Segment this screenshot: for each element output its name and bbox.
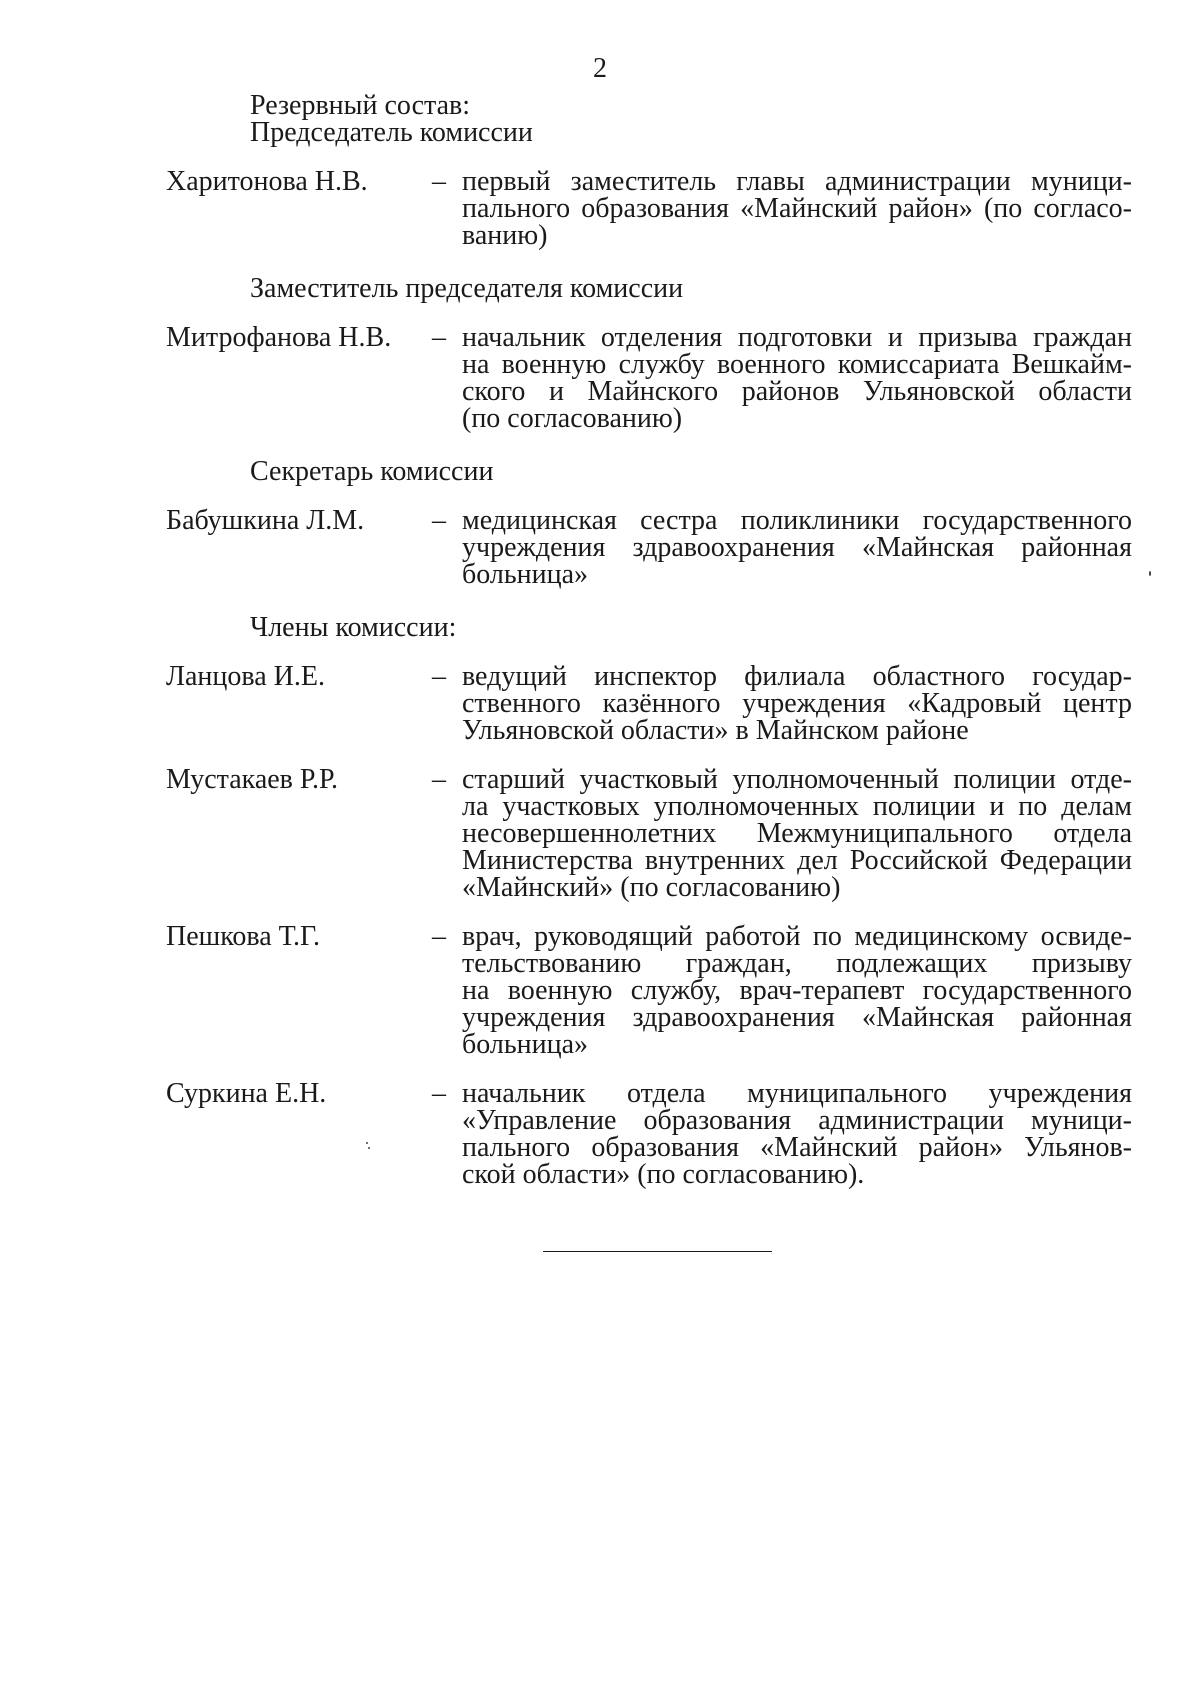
member-name: Мустакаев Р.Р. — [166, 764, 339, 795]
member-dash: – — [432, 764, 446, 795]
member-name: Ланцова И.Е. — [166, 661, 325, 692]
reserve-heading: Резервный состав: — [250, 90, 471, 121]
description-line: больница» — [462, 1029, 588, 1060]
member-dash: – — [432, 921, 446, 952]
member-description — [462, 1080, 1132, 1188]
section-title: Председатель комиссии — [250, 117, 533, 148]
member-dash: – — [432, 505, 446, 536]
section-title: Секретарь комиссии — [250, 456, 494, 487]
description-line: ведущий инспектор филиала областного государ- — [462, 661, 1132, 692]
description-line: пального образования «Майнский район» Ульянов- — [462, 1132, 1132, 1163]
description-line: учреждения здравоохранения «Майнская районная — [462, 532, 1132, 563]
member-entry — [166, 168, 1132, 249]
member-name: Пешкова Т.Г. — [166, 921, 320, 952]
member-name: Бабушкина Л.М. — [166, 505, 365, 536]
description-line: тельствованию граждан, подлежащих призыву — [462, 948, 1132, 979]
end-rule — [543, 1251, 772, 1252]
description-line: «Майнский» (по согласованию) — [462, 872, 841, 903]
description-line: (по согласованию) — [462, 403, 683, 434]
member-dash: – — [432, 661, 446, 692]
description-line: больница» — [462, 559, 588, 590]
description-line: Министерства внутренних дел Российской Федерации — [462, 845, 1132, 876]
document-body — [166, 92, 1132, 1188]
description-line: медицинская сестра поликлиники государственного — [462, 505, 1132, 536]
scan-speck — [366, 1142, 368, 1144]
description-line: на военную службу, врач-терапевт государственного — [462, 975, 1132, 1006]
member-dash: – — [432, 1078, 446, 1109]
member-description — [462, 663, 1132, 744]
member-entry — [166, 923, 1132, 1058]
description-line: несовершеннолетних Межмуниципального отдела — [462, 818, 1132, 849]
member-description — [462, 507, 1132, 588]
description-line: ла участковых уполномоченных полиции и по делам — [462, 791, 1132, 822]
member-entry — [166, 507, 1132, 588]
commission-sections — [166, 119, 1132, 1188]
description-line: пального образования «Майнский район» (по согласо- — [462, 193, 1132, 224]
scan-speck — [1149, 571, 1151, 576]
member-name: Суркина Е.Н. — [166, 1078, 327, 1109]
description-line: врач, руководящий работой по медицинскому освиде- — [462, 921, 1132, 952]
description-line: старший участковый уполномоченный полиции отде- — [462, 764, 1132, 795]
description-line: ванию) — [462, 220, 548, 251]
scan-speck — [368, 1147, 370, 1149]
description-line: ского и Майнского районов Ульяновской области — [462, 376, 1132, 407]
description-line: учреждения здравоохранения «Майнская районная — [462, 1002, 1132, 1033]
description-line: ской области» (по согласованию). — [462, 1159, 865, 1190]
description-line: Ульяновской области» в Майнском районе — [462, 715, 969, 746]
member-dash: – — [432, 166, 446, 197]
member-description — [462, 168, 1132, 249]
member-name: Митрофанова Н.В. — [166, 322, 392, 353]
section-title: Члены комиссии: — [250, 612, 457, 643]
page-number: 2 — [593, 53, 607, 84]
member-description — [462, 923, 1132, 1058]
member-name: Харитонова Н.В. — [166, 166, 368, 197]
description-line: начальник отделения подготовки и призыва граждан — [462, 322, 1132, 353]
description-line: первый заместитель главы администрации муници- — [462, 166, 1132, 197]
section-title: Заместитель председателя комиссии — [250, 273, 684, 304]
description-line: начальник отдела муниципального учреждения — [462, 1078, 1132, 1109]
member-entry — [166, 663, 1132, 744]
member-entry — [166, 324, 1132, 432]
member-entry — [166, 766, 1132, 901]
description-line: на военную службу военного комиссариата Вешкайм- — [462, 349, 1132, 380]
member-dash: – — [432, 322, 446, 353]
member-description — [462, 766, 1132, 901]
member-description — [462, 324, 1132, 432]
description-line: «Управление образования администрации муници- — [462, 1105, 1132, 1136]
member-entry — [166, 1080, 1132, 1188]
description-line: ственного казённого учреждения «Кадровый центр — [462, 688, 1132, 719]
